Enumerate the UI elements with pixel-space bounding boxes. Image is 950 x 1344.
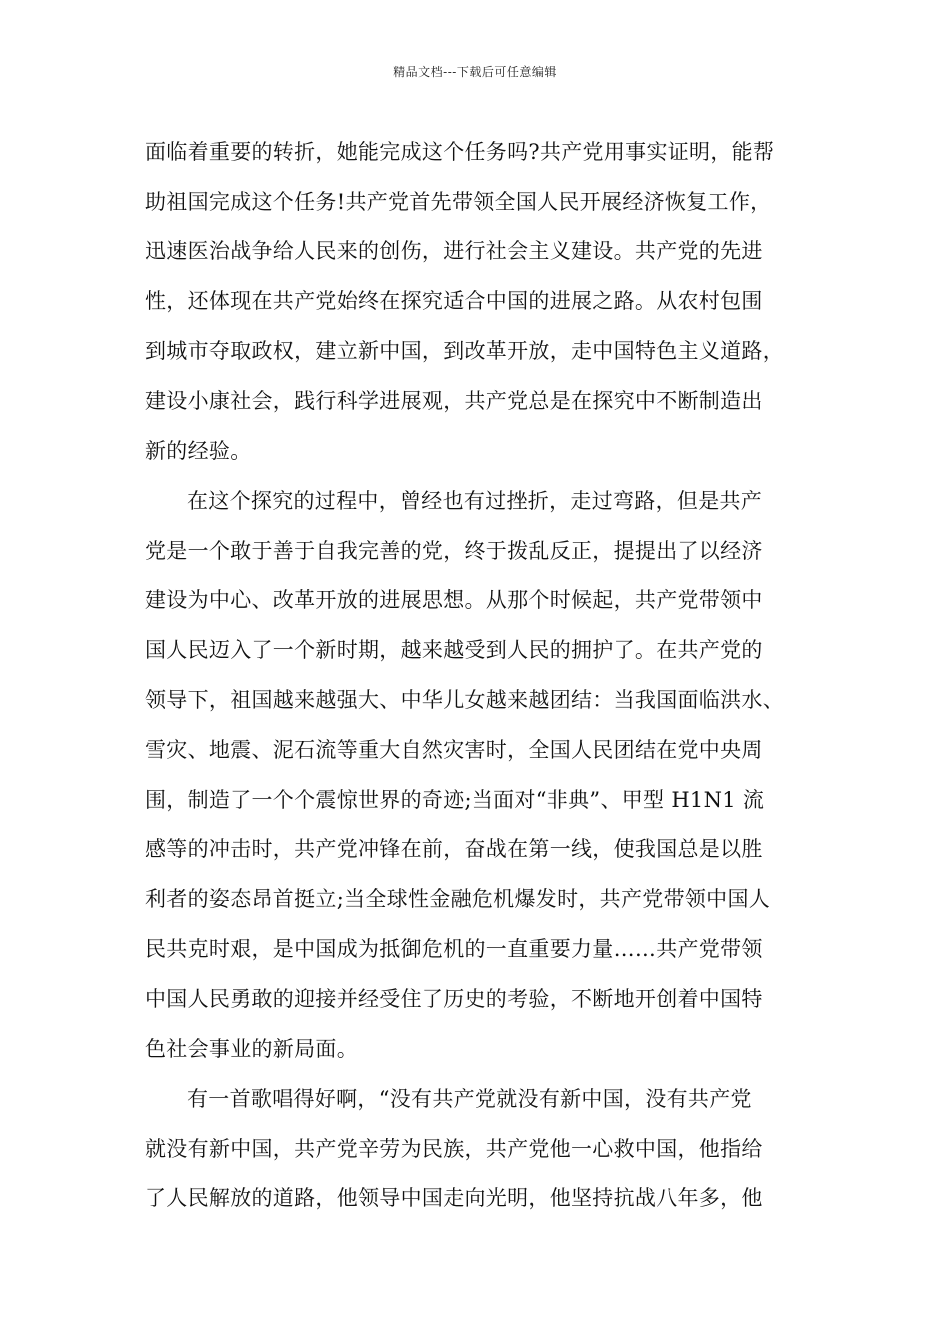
paragraph-first-line: 在这个探究的过程中，曾经也有过挫折，走过弯路，但是共产 <box>187 489 763 513</box>
body-line: 性，还体现在共产党始终在探究适合中国的进展之路。从农村包围 <box>145 289 763 313</box>
body-line: 建设为中心、改革开放的进展思想。从那个时候起，共产党带领中 <box>145 588 763 612</box>
body-line: 迅速医治战争给人民来的创伤，进行社会主义建设。共产党的先进 <box>145 239 763 263</box>
body-line: 新的经验。 <box>145 439 252 463</box>
body-line: 利者的姿态昂首挺立;当全球性金融危机爆发时，共产党带领中国人 <box>145 887 771 911</box>
body-line: 就没有新中国，共产党辛劳为民族，共产党他一心救中国，他指给 <box>145 1137 763 1161</box>
body-line: 感等的冲击时，共产党冲锋在前，奋战在第一线，使我国总是以胜 <box>145 837 763 861</box>
body-line: 领导下，祖国越来越强大、中华儿女越来越团结：当我国面临洪水、 <box>145 688 784 712</box>
body-line: 到城市夺取政权，建立新中国，到改革开放，走中国特色主义道路， <box>145 339 784 363</box>
body-line: 色社会事业的新局面。 <box>145 1037 358 1061</box>
paragraph-first-line: 有一首歌唱得好啊，“没有共产党就没有新中国，没有共产党 <box>187 1087 752 1111</box>
body-line: 国人民迈入了一个新时期，越来越受到人民的拥护了。在共产党的 <box>145 638 763 662</box>
body-line: 面临着重要的转折，她能完成这个任务吗?共产党用事实证明，能帮 <box>145 140 775 164</box>
body-line: 中国人民勇敢的迎接并经受住了历史的考验，不断地开创着中国特 <box>145 987 763 1011</box>
body-line: 围，制造了一个个震惊世界的奇迹;当面对“非典”、甲型 H1N1 流 <box>145 788 765 812</box>
body-line: 建设小康社会，践行科学进展观，共产党总是在探究中不断制造出 <box>145 389 763 413</box>
body-line: 党是一个敢于善于自我完善的党，终于拨乱反正，提提出了以经济 <box>145 539 763 563</box>
body-line: 雪灾、地震、泥石流等重大自然灾害时，全国人民团结在党中央周 <box>145 738 763 762</box>
body-line: 助祖国完成这个任务!共产党首先带领全国人民开展经济恢复工作， <box>145 190 772 214</box>
body-line: 了人民解放的道路，他领导中国走向光明，他坚持抗战八年多，他 <box>145 1186 763 1210</box>
body-line: 民共克时艰，是中国成为抵御危机的一直重要力量……共产党带领 <box>145 937 763 961</box>
page-header: 精品文档---下载后可任意编辑 <box>393 65 557 79</box>
